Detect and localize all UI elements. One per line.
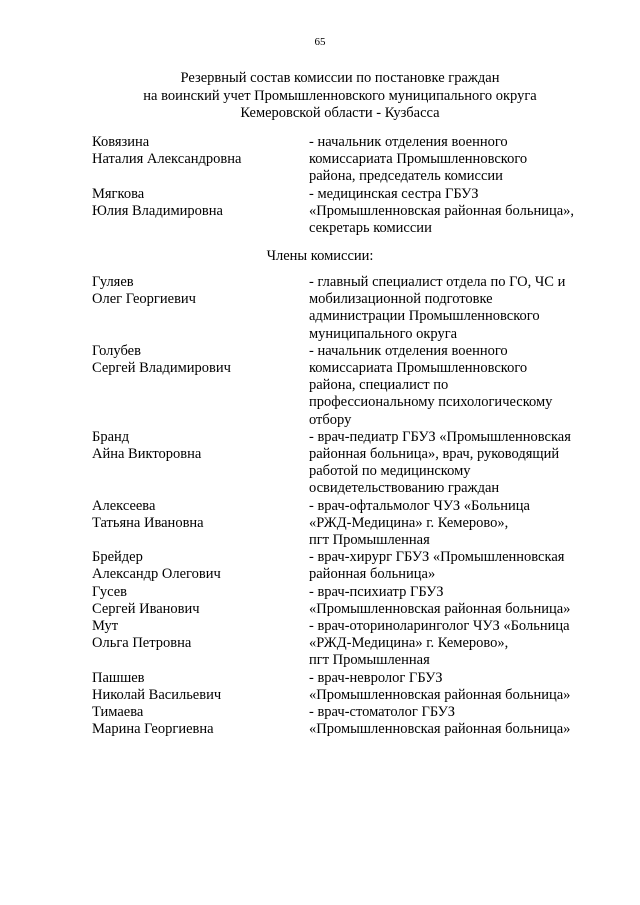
- leadership-entry: [92, 186, 612, 238]
- role-line: «РЖД-Медицина» г. Кемерово»,: [309, 635, 509, 652]
- person-name: [92, 134, 302, 168]
- person-role: [309, 704, 612, 738]
- person-name: [92, 618, 302, 652]
- person-role: [309, 498, 612, 550]
- person-role: [309, 618, 612, 670]
- title-line: Резервный состав комиссии по постановке граждан: [180, 70, 500, 86]
- member-entry: [92, 670, 612, 704]
- person-name: [92, 704, 302, 738]
- surname: Мягкова: [92, 185, 145, 202]
- person-role: [309, 134, 612, 186]
- role-line: работой по медицинскому: [309, 463, 471, 480]
- surname: Пашшев: [92, 669, 145, 686]
- role-line: - начальник отделения военного: [309, 134, 508, 150]
- surname: Тимаева: [92, 704, 144, 721]
- surname: Бранд: [92, 428, 130, 445]
- role-line: муниципального округа: [309, 325, 458, 342]
- page-number: 65: [314, 36, 326, 48]
- person-role: [309, 584, 612, 618]
- role-line: освидетельствованию граждан: [309, 480, 500, 497]
- role-line: пгт Промышленная: [309, 532, 430, 549]
- person-name: [92, 343, 302, 377]
- person-name: [92, 186, 302, 220]
- person-role: [309, 186, 612, 238]
- role-line: - врач-оториноларинголог ЧУЗ «Больница: [309, 618, 570, 635]
- role-line: комиссариата Промышленновского: [309, 151, 528, 168]
- member-entry: [92, 498, 612, 550]
- role-line: «Промышленновская районная больница»: [309, 600, 571, 617]
- role-line: «Промышленновская районная больница»: [309, 686, 571, 703]
- person-name: [92, 429, 302, 463]
- role-line: - медицинская сестра ГБУЗ: [309, 185, 479, 202]
- surname: Алексеева: [92, 497, 156, 514]
- role-line: администрации Промышленновского: [309, 308, 540, 325]
- person-role: [309, 429, 612, 498]
- role-line: районная больница», врач, руководящий: [309, 446, 560, 463]
- role-line: комиссариата Промышленновского: [309, 360, 528, 377]
- person-name: [92, 549, 302, 583]
- surname: Гусев: [92, 583, 127, 600]
- title-line: на воинский учет Промышленновского муниципального округа: [143, 87, 537, 104]
- given-names: Айна Викторовна: [92, 446, 202, 463]
- person-role: [309, 274, 612, 343]
- given-names: Ольга Петровна: [92, 635, 192, 652]
- title-line: Кемеровской области - Кузбасса: [240, 105, 440, 121]
- person-name: [92, 584, 302, 618]
- document-title: [0, 70, 640, 123]
- role-line: «Промышленновская районная больница»,: [309, 202, 575, 219]
- person-name: [92, 670, 302, 704]
- role-line: «Промышленновская районная больница»: [309, 721, 571, 738]
- role-line: - начальник отделения военного: [309, 342, 508, 359]
- member-entry: [92, 618, 612, 670]
- given-names: Юлия Владимировна: [92, 202, 223, 219]
- given-names: Сергей Владимирович: [92, 360, 231, 377]
- person-role: [309, 670, 612, 704]
- leadership-list: [92, 134, 612, 237]
- role-line: - врач-хирург ГБУЗ «Промышленновская: [309, 549, 565, 566]
- person-name: [92, 498, 302, 532]
- members-list: [92, 274, 612, 738]
- given-names: Олег Георгиевич: [92, 291, 196, 308]
- role-line: профессиональному психологическому: [309, 394, 553, 411]
- role-line: районная больница»: [309, 566, 436, 583]
- person-role: [309, 343, 612, 429]
- role-line: - врач-офтальмолог ЧУЗ «Больница: [309, 497, 530, 514]
- leadership-entry: [92, 134, 612, 186]
- member-entry: [92, 274, 612, 343]
- given-names: Сергей Иванович: [92, 600, 200, 617]
- role-line: - врач-педиатр ГБУЗ «Промышленновская: [309, 428, 571, 445]
- role-line: секретарь комиссии: [309, 220, 432, 237]
- role-line: - врач-стоматолог ГБУЗ: [309, 704, 456, 721]
- member-entry: [92, 549, 612, 583]
- member-entry: [92, 584, 612, 618]
- members-heading: Члены комиссии:: [266, 248, 374, 264]
- role-line: - врач-невролог ГБУЗ: [309, 669, 443, 686]
- role-line: района, специалист по: [309, 377, 449, 394]
- role-line: «РЖД-Медицина» г. Кемерово»,: [309, 514, 509, 531]
- person-role: [309, 549, 612, 583]
- role-line: отбору: [309, 411, 352, 428]
- given-names: Николай Васильевич: [92, 686, 222, 703]
- surname: Мут: [92, 618, 119, 635]
- person-name: [92, 274, 302, 308]
- member-entry: [92, 704, 612, 738]
- role-line: - главный специалист отдела по ГО, ЧС и: [309, 274, 566, 290]
- given-names: Александр Олегович: [92, 566, 221, 583]
- role-line: мобилизационной подготовке: [309, 291, 493, 308]
- given-names: Марина Георгиевна: [92, 721, 214, 738]
- role-line: района, председатель комиссии: [309, 168, 503, 185]
- surname: Ковязина: [92, 134, 150, 150]
- member-entry: [92, 343, 612, 429]
- surname: Брейдер: [92, 549, 143, 566]
- given-names: Наталия Александровна: [92, 151, 242, 168]
- role-line: - врач-психиатр ГБУЗ: [309, 583, 444, 600]
- given-names: Татьяна Ивановна: [92, 514, 204, 531]
- role-line: пгт Промышленная: [309, 652, 430, 669]
- surname: Гуляев: [92, 274, 134, 290]
- member-entry: [92, 429, 612, 498]
- surname: Голубев: [92, 342, 141, 359]
